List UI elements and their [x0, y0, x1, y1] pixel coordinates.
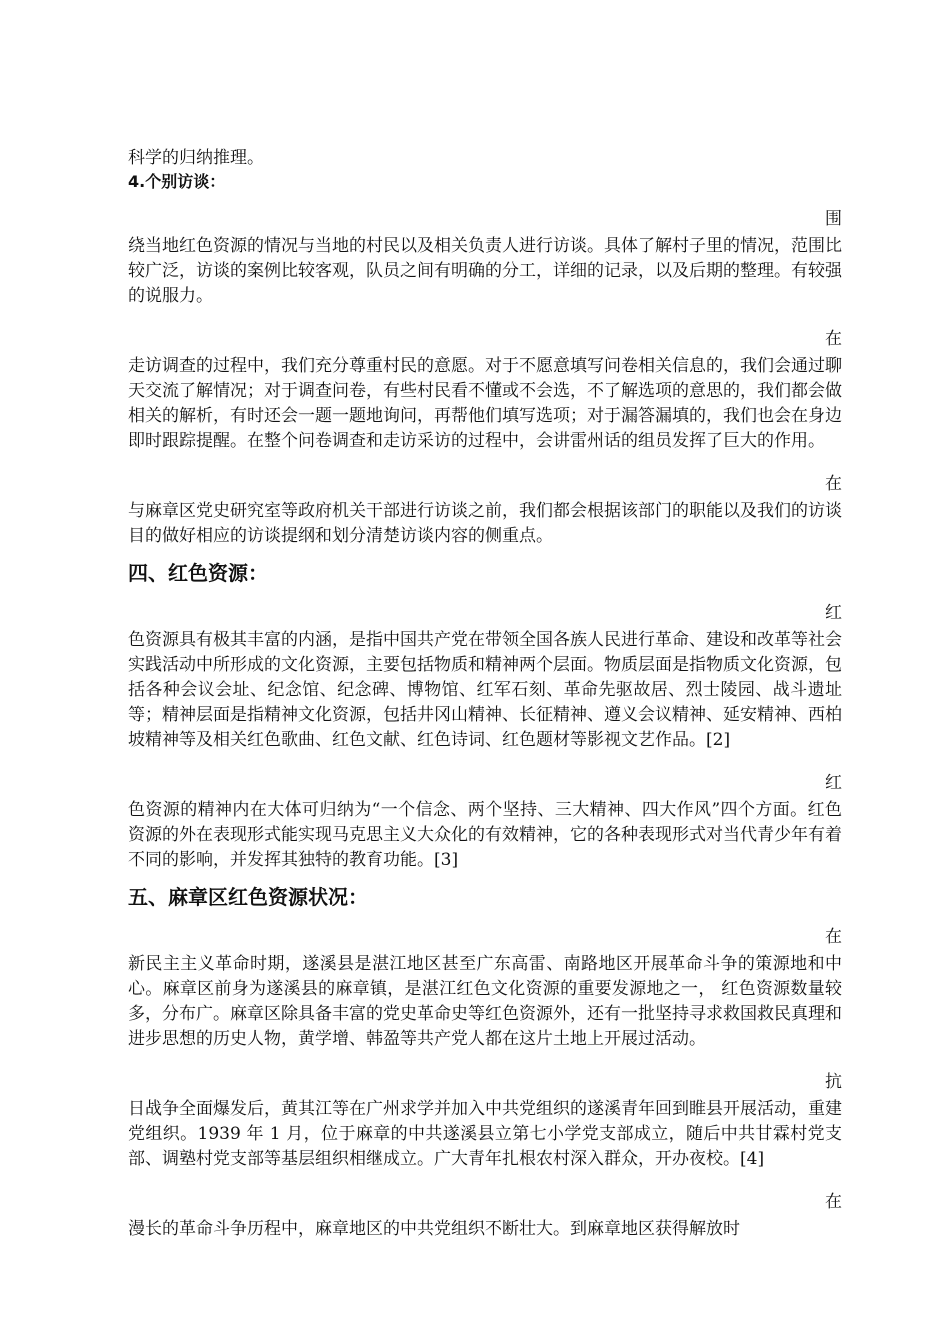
paragraph-interview-officials: 与麻章区党史研究室等政府机关干部进行访谈之前，我们都会根据该部门的职能以及我们的访谈目的做好相应的访谈提纲和划分清楚访谈内容的侧重点。 — [128, 501, 842, 546]
document-page — [128, 146, 842, 1242]
paragraph-lead-char: 在 — [825, 329, 842, 349]
subsection-heading-interview: 4.个别访谈： — [128, 172, 226, 191]
paragraph-lead-char: 围 — [825, 209, 842, 229]
paragraph-interview-scope: 绕当地红色资源的情况与当地的村民以及相关负责人进行访谈。具体了解村子里的情况，范围比较广泛，访谈的案例比较客观，队员之间有明确的分工，详细的记录，以及后期的整理。有较强的说服力。 — [128, 236, 842, 306]
section-heading-mazhang-status: 五、麻章区红色资源状况： — [128, 885, 368, 909]
paragraph-red-resources-spirit: 色资源的精神内在大体可归纳为“一个信念、两个坚持、三大精神、四大作风”四个方面。红色资源的外在表现形式能实现马克思主义大众化的有效精神，它的各种表现形式对当代青少年有着不同的影响，并发挥其独特的教育功能。[3] — [128, 800, 842, 870]
paragraph-tail: 科学的归纳推理。 — [128, 148, 264, 168]
paragraph-lead-char: 红 — [825, 603, 842, 623]
paragraph-red-resources-definition: 色资源具有极其丰富的内涵，是指中国共产党在带领全国各族人民进行革命、建设和改革等社会实践活动中所形成的文化资源，主要包括物质和精神两个层面。物质层面是指物质文化资源，包括各种会议会址、纪念馆、纪念碑、博物馆、红军石刻、革命先驱故居、烈士陵园、战斗遗址等；精神层面是指精神文化资源，包括井冈山精神、长征精神、遵义会议精神、延安精神、西柏坡精神等及相关红色歌曲、红色文献、红色诗词、红色题材等影视文艺作品。[2] — [128, 630, 842, 750]
paragraph-lead-char: 红 — [825, 773, 842, 793]
paragraph-interview-process: 走访调查的过程中，我们充分尊重村民的意愿。对于不愿意填写问卷相关信息的，我们会通过聊天交流了解情况；对于调查问卷，有些村民看不懂或不会选，不了解选项的意思的，我们都会做相关的解析，有时还会一题一题地询问，再帮他们填写选项；对于漏答漏填的，我们也会在身边即时跟踪提醒。在整个问卷调查和走访采访的过程中，会讲雷州话的组员发挥了巨大的作用。 — [128, 356, 842, 451]
section-heading-red-resources: 四、红色资源： — [128, 561, 268, 585]
paragraph-lead-char: 在 — [825, 1192, 842, 1212]
paragraph-lead-char: 抗 — [825, 1072, 842, 1092]
paragraph-anti-japanese-war: 日战争全面爆发后，黄其江等在广州求学并加入中共党组织的遂溪青年回到睢县开展活动，重建党组织。1939 年 1 月，位于麻章的中共遂溪县立第七小学党支部成立，随后中共甘霖村党支部、调塾村党支部等基层组织相继成立。广大青年扎根农村深入群众，开办夜校。[4] — [128, 1099, 842, 1169]
paragraph-mazhang-history: 新民主主义革命时期，遂溪县是湛江地区甚至广东高雷、南路地区开展革命斗争的策源地和中心。麻章区前身为遂溪县的麻章镇，是湛江红色文化资源的重要发源地之一， 红色资源数量较多，分布广。麻章区除具备丰富的党史革命史等红色资源外，还有一批坚持寻求救国救民真理和进步思想的历史人物，黄学增、韩盈等共产党人都在这片土地上开展过活动。 — [128, 954, 842, 1049]
paragraph-lead-char: 在 — [825, 474, 842, 494]
paragraph-lead-char: 在 — [825, 927, 842, 947]
paragraph-revolution-growth: 漫长的革命斗争历程中，麻章地区的中共党组织不断壮大。到麻章地区获得解放时 — [128, 1219, 740, 1239]
